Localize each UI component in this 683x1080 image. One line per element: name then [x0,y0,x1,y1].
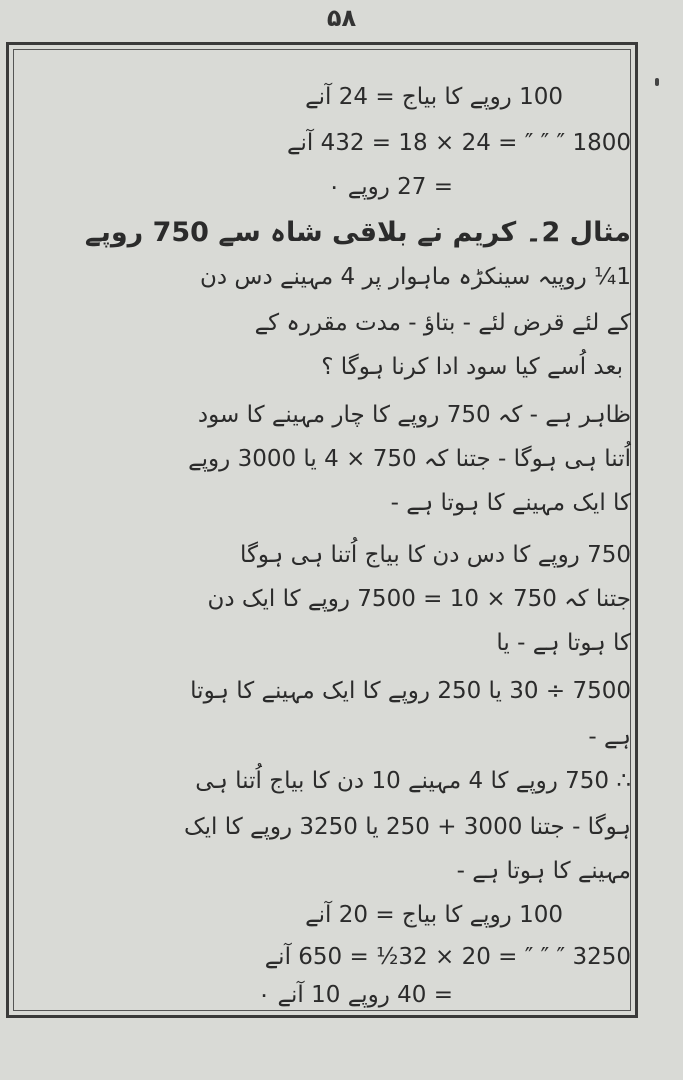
margin-mark [655,78,659,86]
text-line-8: ظاہر ہے - کہ 750 روپے کا چار مہینے کا سود [197,402,631,428]
page-number: ۵۸ [326,4,357,32]
text-line-16: ∴ 750 روپے کا 4 مہینے 10 دن کا بیاج اُتنا ہی [195,768,631,794]
text-line-10: کا ایک مہینے کا ہوتا ہے - [390,490,631,516]
text-line-1: 100 روپے کا بیاج = 24 آنے [305,84,563,110]
text-line-17: ہوگا - جتنا 3000 + 250 یا 3250 روپے کا ایک [184,814,631,840]
text-line-15: ہے - [588,724,631,750]
text-line-7: بعد اُسے کیا سود ادا کرنا ہوگا ؟ [321,354,623,380]
text-line-2: 1800 ″ ″ ″ = 24 × 18 = 432 آنے [286,130,631,156]
text-line-14: 7500 ÷ 30 یا 250 روپے کا ایک مہینے کا ہوتا [190,678,631,704]
text-line-18: مہینے کا ہوتا ہے - [456,858,631,884]
text-line-9: اُتنا ہی ہوگا - جتنا کہ 750 × 4 یا 3000 روپے [188,446,631,472]
text-line-20: 3250 ″ ″ ″ = 20 × 32½ = 650 آنے [264,944,631,970]
text-line-19: 100 روپے کا بیاج = 20 آنے [305,902,563,928]
text-line-12: جتنا کہ 750 × 10 = 7500 روپے کا ایک دن [207,586,631,612]
example-heading-line: مثال 2۔ کریم نے بلاقی شاہ سے 750 روپے [84,217,631,248]
text-line-13: کا ہوتا ہے - یا [496,630,631,656]
text-line-5: 1¼ روپیہ سینکڑہ ماہوار پر 4 مہینے دس دن [199,264,631,290]
text-line-11: 750 روپے کا دس دن کا بیاج اُتنا ہی ہوگا [239,542,631,568]
text-line-21: = 40 روپے 10 آنے ۰ [257,982,453,1008]
text-line-6: کے لئے قرض لئے - بتاؤ - مدت مقررہ کے [254,310,631,336]
text-line-3: = 27 روپے ۰ [328,174,453,200]
